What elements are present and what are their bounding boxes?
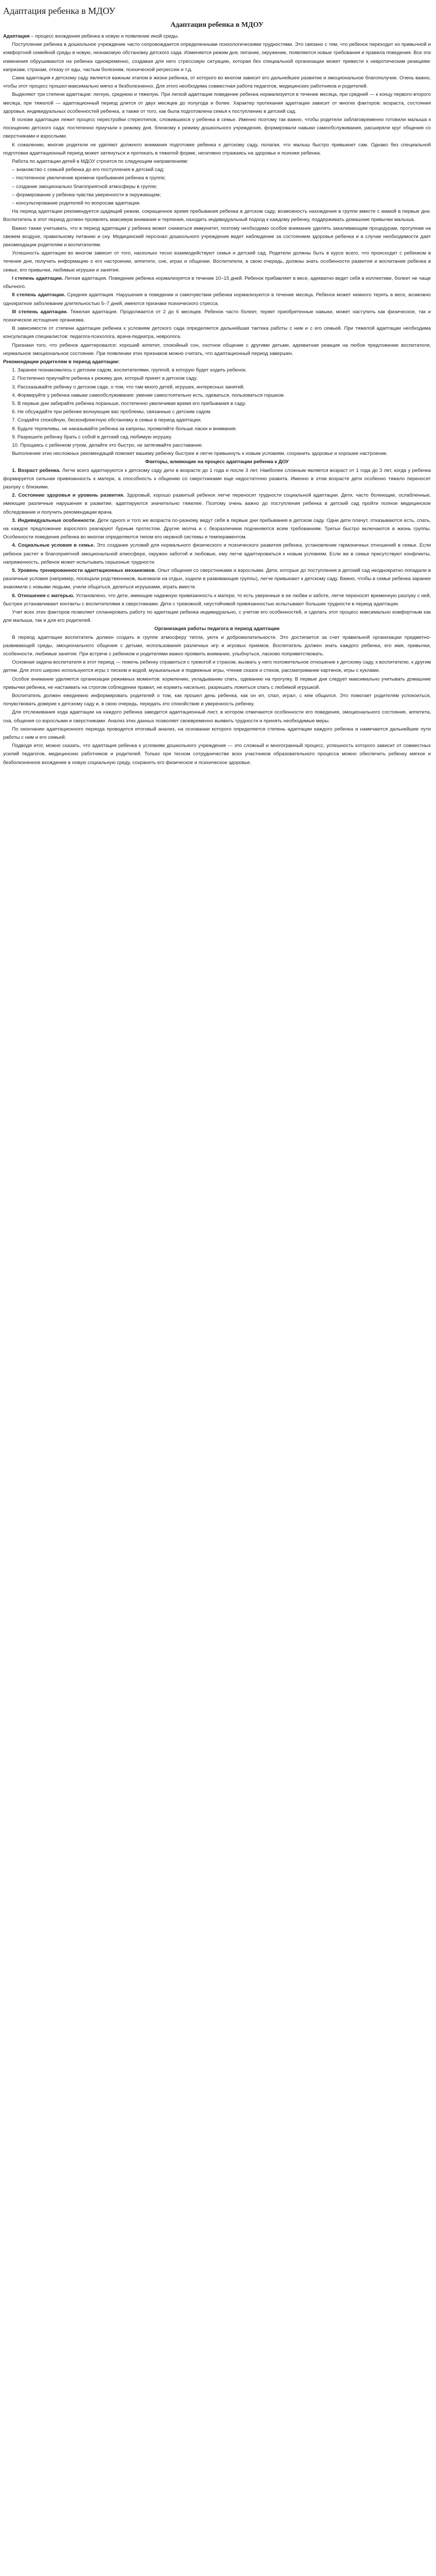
- paragraph-lead: III степень адаптации.: [12, 309, 68, 315]
- paragraph-text: Установлено, что дети, имеющие надежную привязанность к матери, то есть уверенные в ее любви и заботе, легче переносят временную разлуку с ней, быстрее устанавливают контакты с воспитателями и сверстниками. Дети с тревожной, неустойчивой привязанностью испытывают большие трудности в период адаптации.: [3, 592, 431, 607]
- paragraph: [3, 517, 431, 542]
- paragraph: [3, 191, 431, 199]
- paragraph-text: В зависимости от степени адаптации ребенка к условиям детского сада определяется дальнейшая тактика работы с ним и с его семьей. При тяжелой адаптации необходима консультация специалистов: педагога-психолога, врача-педиатра, невролога.: [3, 326, 431, 340]
- paragraph: [3, 308, 431, 325]
- paragraph: [3, 416, 431, 425]
- paragraph-text: – формирование у ребенка чувства уверенности в окружающем;: [12, 192, 161, 198]
- paragraph-text: Средняя адаптация. Нарушения в поведении и самочувствии ребенка нормализуются в течение месяца. Ребенок может немного терять в весе, возможно однократное заболевание длительностью 5–7 дней, имеются признаки психического стресса.: [3, 292, 431, 307]
- paragraph-text: – постепенное увеличение времени пребывания ребенка в группе;: [12, 175, 166, 181]
- paragraph: [3, 275, 431, 291]
- paragraph: [3, 567, 431, 592]
- page: [0, 0, 436, 767]
- paragraph-text: К сожалению, многие родители не уделяют должного внимания подготовке ребенка к детскому саду, полагая, что малыш быстро привыкнет сам. Однако без специальной подготовки адаптационный период может затянуться и протекать в тяжелой форме, негативно отражаясь на здоровье и психике ребенка.: [3, 142, 431, 156]
- paragraph-text: 9. Разрешите ребенку брать с собой в детский сад любимую игрушку.: [12, 434, 172, 440]
- paragraph: [3, 692, 431, 708]
- paragraph: [3, 658, 431, 675]
- paragraph: [3, 608, 431, 625]
- paragraph-text: 10. Прощаясь с ребенком утром, делайте это быстро, не затягивайте расставание.: [12, 442, 203, 448]
- paragraph-text: – знакомство с семьей ребенка до его поступления в детский сад;: [12, 167, 165, 173]
- paragraph-text: 7. Создайте спокойную, бесконфликтную обстановку в семье в период адаптации.: [12, 417, 202, 423]
- paragraph: [3, 166, 431, 174]
- paragraph: [3, 91, 431, 116]
- paragraph: [3, 725, 431, 742]
- paragraph-text: Поступление ребенка в дошкольное учреждение часто сопровождается определенными психологическими трудностями. Это связано с тем, что ребенок переходит из привычной и комфортной семейной среды в новую, незнакомую обстановку детского сада. Изменяется режим дня, питание, окружение, появляются новые требования и правила поведения. Все эти изменения обрушиваются на ребенка одновременно, создавая для него стрессовую ситуацию, которая без специальной организации может привести к невротическим реакциям: капризам, страхам, отказу от еды, частым болезням, психической регрессии и т.д.: [3, 42, 431, 73]
- paragraph: [3, 199, 431, 208]
- paragraph-text: Успешность адаптации во многом зависит от того, насколько тесно взаимодействуют семья и детский сад. Родители должны быть в курсе всего, что происходит с ребенком в течение дня, получать информацию о его настроении, аппетите, сне, играх и общении. Воспитатели, в свою очередь, должны знать особенности развития и воспитания ребенка в семье, его привычки, любимые игрушки и занятия.: [3, 250, 431, 273]
- paragraph: [3, 141, 431, 158]
- paragraph-lead: 2. Состояние здоровья и уровень развития.: [12, 493, 125, 499]
- paragraph-text: 2. Постепенно приучайте ребенка к режиму дня, который принят в детском саду.: [12, 376, 198, 382]
- paragraph-text: Основная задача воспитателя в этот период — помочь ребенку справиться с тревогой и страхом, вызвать у него положительное отношение к детскому саду, к воспитателю, к другим детям. Для этого широко используются игры с песком и водой, музыкальные и подвижные игры, чтение сказок и стихов, рассматривание картинок, игры с куклами.: [3, 659, 431, 674]
- article-heading: Адаптация ребенка в МДОУ: [170, 21, 264, 29]
- paragraph: [3, 450, 431, 458]
- paragraph-text: Легкая адаптация. Поведение ребенка нормализуется в течение 10–15 дней. Ребенок прибавляет в весе, адекватно ведет себя в коллективе, болеет не чаще обычного.: [3, 275, 431, 290]
- paragraph: [3, 342, 431, 358]
- paragraph: [3, 442, 431, 450]
- paragraph: [3, 625, 431, 633]
- paragraph: [3, 541, 431, 567]
- paragraph: [3, 116, 431, 141]
- paragraph: [3, 408, 431, 416]
- article-body: [3, 32, 431, 767]
- paragraph: [3, 708, 431, 725]
- paragraph-text: Выполнение этих несложных рекомендаций поможет вашему ребенку быстрее и легче привыкнуть к новым условиям, сохранить здоровье и хорошее настроение.: [12, 451, 388, 457]
- paragraph: [3, 458, 431, 466]
- paragraph: [3, 400, 431, 408]
- paragraph-text: 4. Формируйте у ребенка навыки самообслуживания: умение самостоятельно есть, одеваться, пользоваться горшком.: [12, 392, 285, 398]
- paragraph-lead: 5. Уровень тренированности адаптационных механизмов.: [12, 568, 156, 573]
- paragraph: [3, 492, 431, 517]
- paragraph: [3, 467, 431, 492]
- paragraph-text: Признаки того, что ребенок адаптировался: хороший аппетит, спокойный сон, охотное общение с другими детьми, адекватная реакция на любое предложение воспитателя, нормальное эмоциональное состояние. При появлении этих признаков можно считать, что адаптационный период завершен.: [3, 342, 431, 357]
- paragraph-lead: I степень адаптации.: [12, 275, 63, 281]
- paragraph: [3, 433, 431, 442]
- paragraph-text: Это создание условий для нормального физического и психического развития ребенка, установление гармоничных отношений в семье. Если ребенок растет в благоприятной эмоциональной атмосфере, окружен заботой и любовью, ему легче адаптироваться к новым условиям. Если же в семье присутствуют конфликты, напряженность, ребенок может испытывать серьезные трудности.: [3, 543, 431, 565]
- paragraph: [3, 358, 431, 366]
- paragraph-text: Опыт общения со сверстниками и взрослыми. Дети, которые до поступления в детский сад неоднократно попадали в различные условия (например, посещали родственников, выезжали на отдых, ходили в развивающие группы), легче привыкают к детскому саду. Важно, чтобы в семье ребенка заранее знакомили с новыми людьми, учили общаться, делиться игрушками, играть вместе.: [3, 568, 431, 590]
- paragraph: [3, 742, 431, 767]
- paragraph: [3, 383, 431, 392]
- paragraph-text: – создание эмоционально благоприятной атмосферы в группе;: [12, 183, 158, 190]
- paragraph-text: Тяжелая адаптация. Продолжается от 2 до 6 месяцев. Ребенок часто болеет, теряет приобретенные навыки, может наступить как физическое, так и психическое истощение организма.: [3, 309, 431, 323]
- paragraph: [3, 41, 431, 74]
- paragraph: [3, 291, 431, 308]
- paragraph: [3, 32, 431, 41]
- paragraph-text: – процесс вхождения ребенка в новую и появление иной среды.: [29, 33, 179, 39]
- paragraph: [3, 425, 431, 433]
- paragraph-text: В основе адаптации лежит процесс перестройки стереотипов, сложившихся у ребенка в семье. Именно поэтому так важно, чтобы родители заблаговременно готовили малыша к посещению детского сада: постепенно приучали к режиму дня, близкому к режиму дошкольного учреждения, формировали навыки самообслуживания, расширяли круг общения со сверстниками и взрослыми.: [3, 117, 431, 140]
- paragraph-text: Дети одного и того же возраста по-разному ведут себя в первые дни пребывания в детском саду. Одни дети плачут, отказываются есть, спать, на каждое предложение взрослого реагируют бурным протестом. Другие молча и с безразличием подчиняются всем требованиям. Третьи быстро включаются в жизнь группы. Особенности поведения ребенка во многом определяются типом его нервной системы и темпераментом.: [3, 517, 431, 540]
- paragraph-text: Факторы, влияющие на процесс адаптации ребенка к ДОУ: [145, 459, 289, 465]
- paragraph: [3, 174, 431, 182]
- paragraph-text: 6. Не обсуждайте при ребенке волнующие вас проблемы, связанные с детским садом.: [12, 409, 212, 415]
- paragraph: [3, 249, 431, 275]
- paragraph-text: Воспитатель должен ежедневно информировать родителей о том, как прошел день ребенка, как он ел, спал, играл, с кем общался. Это помогает родителям успокоиться, почувствовать доверие к детскому саду и, в свою очередь, передать это спокойствие и уверенность ребенку.: [3, 693, 431, 707]
- paragraph-text: На период адаптации рекомендуется щадящий режим, сокращенное время пребывания ребенка в детском саду, возможность нахождения в группе вместе с мамой в первые дни. Воспитатель в этот период должен проявлять максимум внимания и терпения, находить индивидуальный подход к каждому ребенку, поддерживать домашние привычки малыша.: [3, 209, 431, 223]
- paragraph-text: Особое внимание уделяется организации режимных моментов: кормлению, укладыванию спать, одеванию на прогулку. В первые дни следует максимально учитывать домашние привычки ребенка, не настаивать на строгом соблюдении правил, не кормить насильно, разрешать ложиться спать с любимой игрушкой.: [3, 676, 431, 690]
- paragraph: [3, 158, 431, 166]
- paragraph-lead: Адаптация: [3, 33, 30, 39]
- paragraph: [3, 208, 431, 224]
- paragraph-text: Организация работы педагога в период адаптации: [154, 626, 280, 632]
- paragraph-text: Учет всех этих факторов позволяет спланировать работу по адаптации ребенка индивидуально, с учетом его особенностей, и сделать этот процесс максимально комфортным как для малыша, так и для его родителей.: [3, 609, 431, 624]
- paragraph: [3, 225, 431, 250]
- paragraph-text: 5. В первые дни забирайте ребенка пораньше, постепенно увеличивая время его пребывания в саду.: [12, 400, 246, 406]
- paragraph-lead: 3. Индивидуальные особенности.: [12, 517, 96, 523]
- paragraph: [3, 183, 431, 191]
- paragraph-text: Важно также учитывать, что в период адаптации у ребенка может снижаться иммунитет, поэтому необходимо особое внимание уделять закаливающим процедурам, прогулкам на свежем воздухе, правильному питанию и сну. Медицинский персонал дошкольного учреждения ведет наблюдение за состоянием здоровья ребенка и в случае необходимости дает рекомендации родителям и воспитателям.: [3, 225, 431, 248]
- page-title: Адаптация ребенка в МДОУ: [3, 6, 116, 16]
- paragraph: [3, 675, 431, 692]
- paragraph-lead: II степень адаптации.: [12, 292, 65, 298]
- paragraph-lead: 4. Социальные условия в семье.: [12, 543, 95, 549]
- paragraph-text: Легче всего адаптируются к детскому саду дети в возрасте до 1 года и после 3 лет. Наиболее сложным является возраст от 1 года до 3 лет, когда у ребенка формируется сильная привязанность к матери, а способность к общению со сверстниками еще недостаточно развита. Именно в этом возрасте дети особенно тяжело переносят разлуку с близкими.: [3, 467, 431, 490]
- paragraph: [3, 392, 431, 400]
- paragraph: [3, 366, 431, 375]
- paragraph-text: Работа по адаптации детей в МДОУ строится по следующим направлениям:: [12, 159, 188, 165]
- paragraph-text: По окончании адаптационного периода проводится итоговый анализ, на основании которого определяется степень адаптации каждого ребенка и намечаются дальнейшие пути работы с ним и его семьей.: [3, 726, 431, 741]
- paragraph-text: Выделяют три степени адаптации: легкую, среднюю и тяжелую. При легкой адаптации поведение ребенка нормализуется в течение месяца, при средней — к концу первого-второго месяца, при тяжелой — адаптационный период длится от двух месяцев до полугода и более. Характер протекания адаптации зависит от многих факторов: возраста, состояния здоровья, индивидуальных особенностей ребенка, а также от того, как была подготовлена семья к поступлению в детский сад.: [3, 92, 431, 114]
- paragraph: [3, 375, 431, 383]
- paragraph: [3, 634, 431, 659]
- paragraph-text: Сама адаптация к детскому саду является важным этапом в жизни ребенка, от которого во многом зависит его дальнейшее развитие и эмоциональное благополучие. Очень важно, чтобы этот процесс прошел максимально мягко и безболезненно. Для этого необходима совместная работа педагогов, медицинских работников и родителей.: [3, 75, 431, 90]
- paragraph-lead: 1. Возраст ребенка.: [12, 467, 61, 473]
- paragraph-lead: 6. Отношения с матерью.: [12, 592, 75, 599]
- paragraph-text: В период адаптации воспитатель должен создать в группе атмосферу тепла, уюта и доброжелательности. Это достигается за счет правильной организации предметно-развивающей среды, эмоционального общения с детьми, использования различных игр и игровых приемов. Воспитатель должен знать каждого ребенка, его имя, привычки, особенности, любимые занятия. При встрече с ребенком и родителями важно проявить внимание, улыбнуться, ласково поприветствовать.: [3, 634, 431, 657]
- paragraph: [3, 592, 431, 608]
- paragraph-text: 3. Рассказывайте ребенку о детском саде, о том, что там много детей, игрушек, интересных занятий.: [12, 384, 245, 390]
- paragraph: [3, 325, 431, 341]
- paragraph-text: Здоровый, хорошо развитый ребенок легче переносит трудности социальной адаптации. Дети, часто болеющие, ослабленные, имеющие различные нарушения в развитии, адаптируются значительно тяжелее. Поэтому очень важно до поступления ребенка в детский сад пройти полное медицинское обследование и получить рекомендации врача.: [3, 493, 431, 515]
- paragraph-text: – консультирование родителей по вопросам адаптации.: [12, 200, 141, 207]
- paragraph-text: Рекомендации родителям в период адаптации:: [3, 359, 120, 365]
- paragraph-text: Для отслеживания хода адаптации на каждого ребенка заводится адаптационный лист, в котором отмечаются особенности его поведения, эмоционального состояния, аппетита, сна, общения со взрослыми и сверстниками. Анализ этих данных позволяет своевременно выявить трудности и принять необходимые меры.: [3, 709, 431, 724]
- paragraph-text: Подводя итог, можно сказать, что адаптация ребенка к условиям дошкольного учреждения — это сложный и многогранный процесс, успешность которого зависит от совместных усилий педагогов, медицинских работников и родителей. Только при тесном сотрудничестве всех участников образовательного процесса можно обеспечить ребенку мягкое и безболезненное вхождение в новую социальную среду, сохранить его физическое и психическое здоровье.: [3, 743, 431, 766]
- paragraph: [3, 74, 431, 91]
- paragraph-text: 8. Будьте терпеливы, не наказывайте ребенка за капризы, проявляйте больше ласки и внимания.: [12, 426, 237, 432]
- paragraph-text: 1. Заранее познакомьтесь с детским садом, воспитателями, группой, в которую будет ходить ребенок.: [12, 367, 247, 374]
